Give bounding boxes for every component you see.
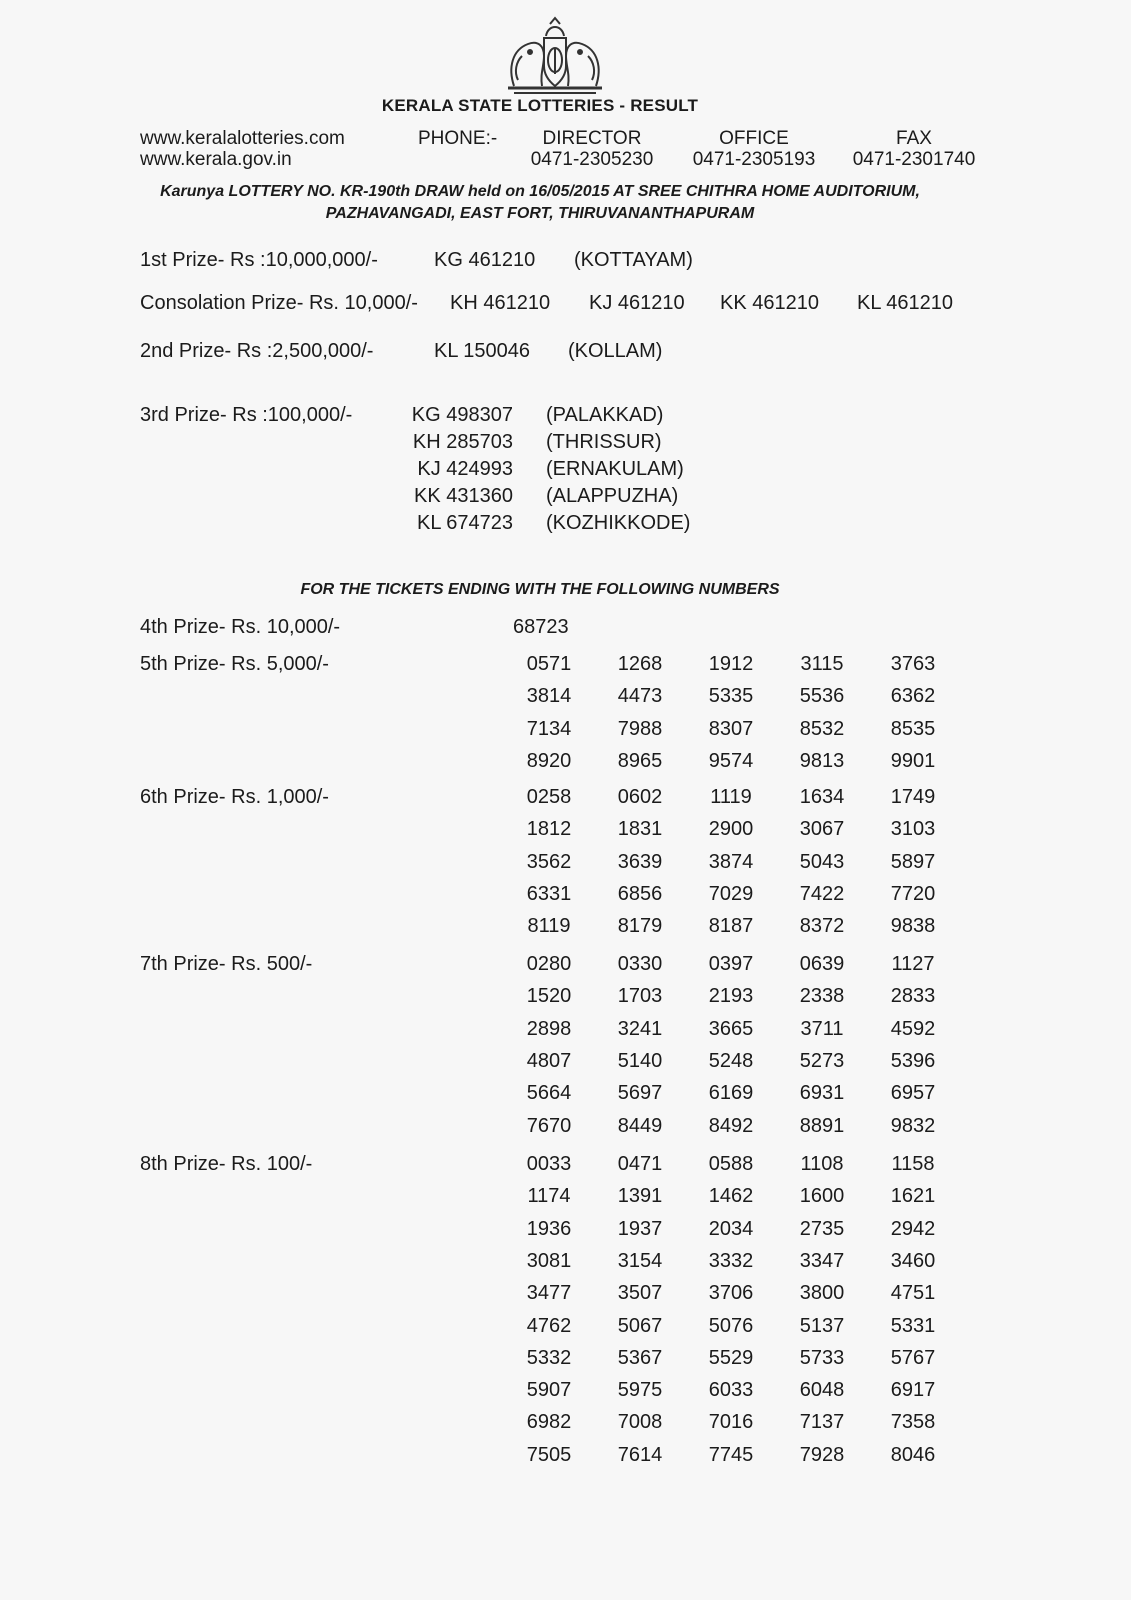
winning-number: 4762 — [526, 1315, 572, 1337]
winning-number: 5248 — [708, 1050, 754, 1072]
winning-number: 8179 — [617, 915, 663, 937]
winning-number: 5367 — [617, 1347, 663, 1369]
fax-phone: 0471-2301740 — [852, 149, 976, 170]
winning-number: 6169 — [708, 1082, 754, 1104]
winning-number: 3507 — [617, 1282, 663, 1304]
winning-number: 8535 — [890, 718, 936, 740]
first-prize-ticket: KG 461210 — [434, 249, 536, 271]
winning-number: 7614 — [617, 1444, 663, 1466]
winning-number: 1600 — [799, 1185, 845, 1207]
winning-number: 5733 — [799, 1347, 845, 1369]
winning-number: 4592 — [890, 1018, 936, 1040]
winning-number: 5529 — [708, 1347, 754, 1369]
ending-numbers-heading: FOR THE TICKETS ENDING WITH THE FOLLOWING NUMBERS — [300, 581, 780, 598]
consolation-prize-label: Consolation Prize- Rs. 10,000/- — [140, 292, 418, 314]
winning-number: 0033 — [526, 1153, 572, 1175]
winning-number: 2900 — [708, 818, 754, 840]
winning-number: 3763 — [890, 653, 936, 675]
phone-label: PHONE:- — [418, 128, 498, 149]
winning-number: 7137 — [799, 1411, 845, 1433]
winning-number: 1520 — [526, 985, 572, 1007]
winning-number: 3814 — [526, 685, 572, 707]
third-prize-place: (PALAKKAD) — [546, 404, 664, 426]
third-prize-ticket: KG 498307 — [411, 404, 513, 426]
draw-info-line-2: PAZHAVANGADI, EAST FORT, THIRUVANANTHAPURAM — [325, 205, 755, 222]
director-phone: 0471-2305230 — [530, 149, 654, 170]
winning-number: 6982 — [526, 1411, 572, 1433]
winning-number: 5076 — [708, 1315, 754, 1337]
winning-number: 5273 — [799, 1050, 845, 1072]
winning-number: 1462 — [708, 1185, 754, 1207]
winning-number: 4751 — [890, 1282, 936, 1304]
winning-number: 8372 — [799, 915, 845, 937]
winning-number: 5335 — [708, 685, 754, 707]
winning-number: 8920 — [526, 750, 572, 772]
winning-number: 4473 — [617, 685, 663, 707]
winning-number: 1912 — [708, 653, 754, 675]
winning-number: 8965 — [617, 750, 663, 772]
winning-number: 3706 — [708, 1282, 754, 1304]
winning-number: 6931 — [799, 1082, 845, 1104]
seventh-prize-label: 7th Prize- Rs. 500/- — [140, 953, 313, 975]
winning-number: 8046 — [890, 1444, 936, 1466]
winning-number: 3154 — [617, 1250, 663, 1272]
first-prize-label: 1st Prize- Rs :10,000,000/- — [140, 249, 378, 271]
website-link-1[interactable]: www.keralalotteries.com — [140, 128, 345, 149]
winning-number: 5043 — [799, 851, 845, 873]
winning-number: 6856 — [617, 883, 663, 905]
winning-number: 5767 — [890, 1347, 936, 1369]
winning-number: 2735 — [799, 1218, 845, 1240]
winning-number: 0571 — [526, 653, 572, 675]
winning-number: 1158 — [891, 1153, 935, 1175]
winning-number: 0397 — [708, 953, 754, 975]
winning-number: 8891 — [799, 1115, 845, 1137]
winning-number: 2942 — [890, 1218, 936, 1240]
third-prize-place: (THRISSUR) — [546, 431, 662, 453]
winning-number: 7988 — [617, 718, 663, 740]
fourth-prize-number: 68723 — [513, 616, 569, 638]
second-prize-place: (KOLLAM) — [568, 340, 663, 362]
winning-number: 3103 — [890, 818, 936, 840]
winning-number: 5897 — [890, 851, 936, 873]
winning-number: 7008 — [617, 1411, 663, 1433]
winning-number: 2034 — [708, 1218, 754, 1240]
third-prize-ticket: KK 431360 — [414, 485, 513, 507]
winning-number: 3665 — [708, 1018, 754, 1040]
winning-number: 7016 — [708, 1411, 754, 1433]
winning-number: 6362 — [890, 685, 936, 707]
winning-number: 2193 — [708, 985, 754, 1007]
winning-number: 5331 — [890, 1315, 936, 1337]
winning-number: 9901 — [890, 750, 936, 772]
winning-number: 5536 — [799, 685, 845, 707]
winning-number: 1174 — [527, 1185, 571, 1207]
winning-number: 1108 — [800, 1153, 844, 1175]
winning-number: 3477 — [526, 1282, 572, 1304]
winning-number: 7745 — [708, 1444, 754, 1466]
director-label: DIRECTOR — [542, 128, 642, 149]
winning-number: 4807 — [526, 1050, 572, 1072]
winning-number: 7720 — [890, 883, 936, 905]
winning-number: 3562 — [526, 851, 572, 873]
winning-number: 1268 — [617, 653, 663, 675]
winning-number: 3874 — [708, 851, 754, 873]
second-prize-label: 2nd Prize- Rs :2,500,000/- — [140, 340, 374, 362]
third-prize-place: (KOZHIKKODE) — [546, 512, 691, 534]
winning-number: 3460 — [890, 1250, 936, 1272]
winning-number: 9838 — [890, 915, 936, 937]
winning-number: 2898 — [526, 1018, 572, 1040]
third-prize-ticket: KH 285703 — [412, 431, 513, 453]
winning-number: 3639 — [617, 851, 663, 873]
office-phone: 0471-2305193 — [692, 149, 816, 170]
winning-number: 8119 — [527, 915, 571, 937]
winning-number: 7029 — [708, 883, 754, 905]
fifth-prize-label: 5th Prize- Rs. 5,000/- — [140, 653, 329, 675]
winning-number: 5067 — [617, 1315, 663, 1337]
winning-number: 8492 — [708, 1115, 754, 1137]
winning-number: 3711 — [800, 1018, 844, 1040]
winning-number: 7670 — [526, 1115, 572, 1137]
winning-number: 0258 — [526, 786, 572, 808]
consolation-ticket: KJ 461210 — [589, 292, 685, 314]
winning-number: 5140 — [617, 1050, 663, 1072]
winning-number: 1127 — [891, 953, 935, 975]
winning-number: 7134 — [526, 718, 572, 740]
consolation-ticket: KH 461210 — [450, 292, 551, 314]
winning-number: 9832 — [890, 1115, 936, 1137]
winning-number: 0639 — [799, 953, 845, 975]
winning-number: 0330 — [617, 953, 663, 975]
winning-number: 0471 — [617, 1153, 663, 1175]
winning-number: 7422 — [799, 883, 845, 905]
winning-number: 5697 — [617, 1082, 663, 1104]
winning-number: 3115 — [800, 653, 844, 675]
winning-number: 1119 — [710, 786, 752, 808]
winning-number: 8532 — [799, 718, 845, 740]
third-prize-ticket: KJ 424993 — [417, 458, 513, 480]
winning-number: 9813 — [799, 750, 845, 772]
winning-number: 5664 — [526, 1082, 572, 1104]
fax-label: FAX — [896, 128, 932, 149]
winning-number: 3332 — [708, 1250, 754, 1272]
winning-number: 8187 — [708, 915, 754, 937]
winning-number: 3241 — [617, 1018, 663, 1040]
winning-number: 8449 — [617, 1115, 663, 1137]
second-prize-ticket: KL 150046 — [434, 340, 531, 362]
winning-number: 1634 — [799, 786, 845, 808]
page-title: KERALA STATE LOTTERIES - RESULT — [381, 96, 699, 115]
winning-number: 3081 — [526, 1250, 572, 1272]
winning-number: 1703 — [617, 985, 663, 1007]
winning-number: 7928 — [799, 1444, 845, 1466]
website-link-2[interactable]: www.kerala.gov.in — [140, 149, 292, 170]
winning-number: 6957 — [890, 1082, 936, 1104]
winning-number: 6048 — [799, 1379, 845, 1401]
winning-number: 7505 — [526, 1444, 572, 1466]
third-prize-place: (ALAPPUZHA) — [546, 485, 679, 507]
winning-number: 1937 — [617, 1218, 663, 1240]
draw-info-line-1: Karunya LOTTERY NO. KR-190th DRAW held on 16/05/2015 AT SREE CHITHRA HOME AUDITORIUM, — [160, 183, 920, 200]
winning-number: 3800 — [799, 1282, 845, 1304]
winning-number: 9574 — [708, 750, 754, 772]
winning-number: 0602 — [617, 786, 663, 808]
winning-number: 7358 — [890, 1411, 936, 1433]
winning-number: 1831 — [617, 818, 663, 840]
office-label: OFFICE — [719, 128, 789, 149]
third-prize-ticket: KL 674723 — [416, 512, 513, 534]
winning-number: 1936 — [526, 1218, 572, 1240]
sixth-prize-label: 6th Prize- Rs. 1,000/- — [140, 786, 329, 808]
third-prize-place: (ERNAKULAM) — [546, 458, 684, 480]
winning-number: 6331 — [526, 883, 572, 905]
winning-number: 3347 — [799, 1250, 845, 1272]
eighth-prize-label: 8th Prize- Rs. 100/- — [140, 1153, 313, 1175]
winning-number: 6917 — [890, 1379, 936, 1401]
winning-number: 1812 — [526, 818, 572, 840]
winning-number: 1621 — [890, 1185, 936, 1207]
winning-number: 5332 — [526, 1347, 572, 1369]
winning-number: 5396 — [890, 1050, 936, 1072]
winning-number: 5975 — [617, 1379, 663, 1401]
winning-number: 2833 — [890, 985, 936, 1007]
winning-number: 2338 — [799, 985, 845, 1007]
third-prize-label: 3rd Prize- Rs :100,000/- — [140, 404, 353, 426]
winning-number: 5907 — [526, 1379, 572, 1401]
winning-number: 8307 — [708, 718, 754, 740]
winning-number: 1749 — [890, 786, 936, 808]
winning-number: 3067 — [799, 818, 845, 840]
fourth-prize-label: 4th Prize- Rs. 10,000/- — [140, 616, 341, 638]
winning-number: 0280 — [526, 953, 572, 975]
consolation-ticket: KL 461210 — [857, 292, 954, 314]
first-prize-place: (KOTTAYAM) — [574, 249, 693, 271]
winning-number: 0588 — [708, 1153, 754, 1175]
winning-number: 6033 — [708, 1379, 754, 1401]
winning-number: 1391 — [617, 1185, 663, 1207]
consolation-ticket: KK 461210 — [720, 292, 819, 314]
winning-number: 5137 — [799, 1315, 845, 1337]
kerala-emblem — [500, 16, 610, 98]
